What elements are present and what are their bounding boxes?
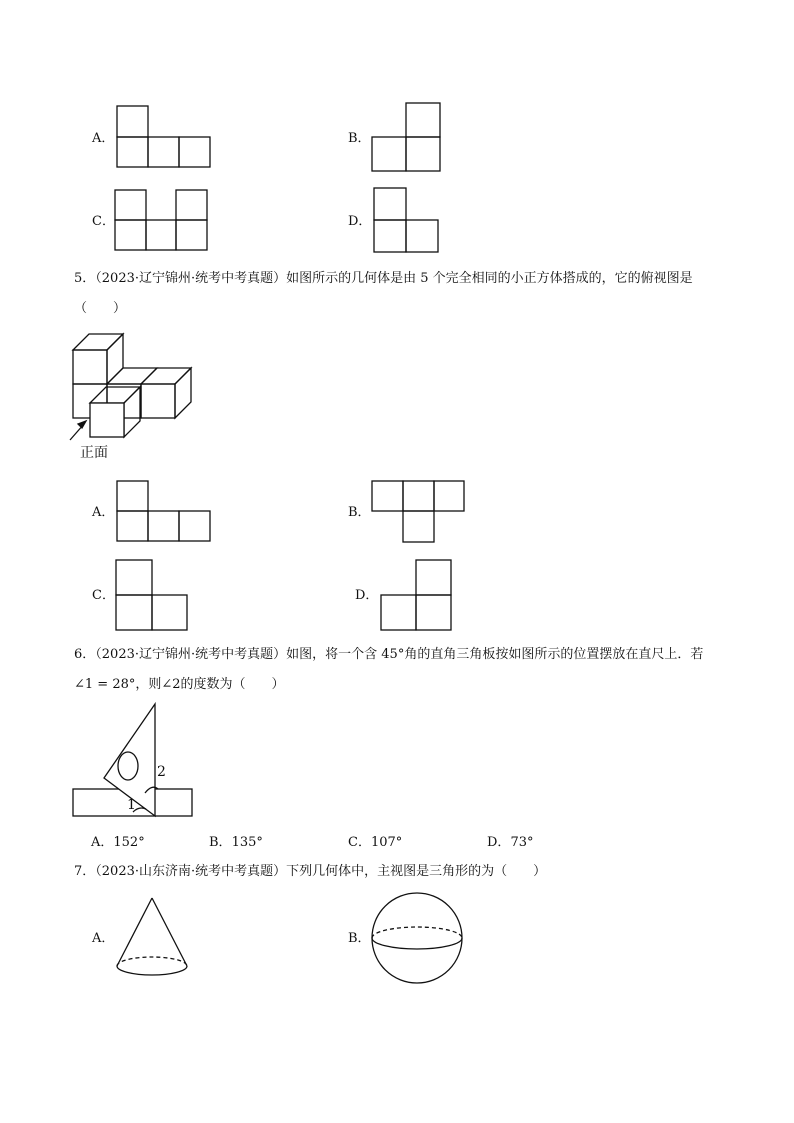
q4-option-b-label: B．	[348, 131, 371, 146]
q7-option-a-label: A．	[92, 931, 115, 946]
q5-text: 如图所示的几何体是由 5 个完全相同的小正方体搭成的，它的俯视图是	[286, 271, 693, 286]
q5-answer-paren: （ ）	[74, 301, 127, 316]
q6-number: 6．	[74, 647, 96, 662]
q6-source: （2023·辽宁锦州·统考中考真题）	[95, 647, 287, 662]
q5-source: （2023·辽宁锦州·统考中考真题）	[95, 271, 287, 286]
q5-front-label: 正面	[80, 445, 108, 461]
q7-text: 下列几何体中，主视图是三角形的为（ ）	[286, 864, 547, 879]
q6-angle2-label: 2	[157, 764, 166, 780]
q6-option-c-value: 107°	[370, 835, 403, 850]
q5-number: 5．	[74, 271, 96, 286]
q6-option-b-letter: B．	[209, 835, 232, 850]
q6-option-d-letter: D．	[487, 835, 511, 850]
q6-option-b-value: 135°	[231, 835, 263, 850]
q6-option-d-value: 73°	[510, 835, 534, 850]
q7-option-b-label: B．	[348, 931, 371, 946]
q6-option-a-letter: A．	[91, 835, 114, 850]
q7-number: 7．	[74, 864, 96, 879]
q4-option-d-label: D．	[348, 214, 372, 229]
q6-option-c-letter: C．	[348, 835, 371, 850]
q6-text-line1: 如图，将一个含 45°角的直角三角板按如图所示的位置摆放在直尺上．若	[286, 647, 704, 662]
q5-option-a-label: A．	[92, 505, 115, 520]
q6-option-a-value: 152°	[113, 835, 145, 850]
q5-option-b-label: B．	[348, 505, 371, 520]
q6-text-line2: ∠1 = 28°，则∠2的度数为（ ）	[74, 677, 285, 692]
q7-source: （2023·山东济南·统考中考真题）	[95, 864, 287, 879]
q5-option-d-label: D．	[355, 588, 379, 603]
q4-option-a-label: A．	[92, 131, 115, 146]
q4-option-c-label: C．	[92, 214, 115, 229]
q6-angle1-label: 1	[127, 797, 136, 813]
q5-option-c-label: C．	[92, 588, 115, 603]
